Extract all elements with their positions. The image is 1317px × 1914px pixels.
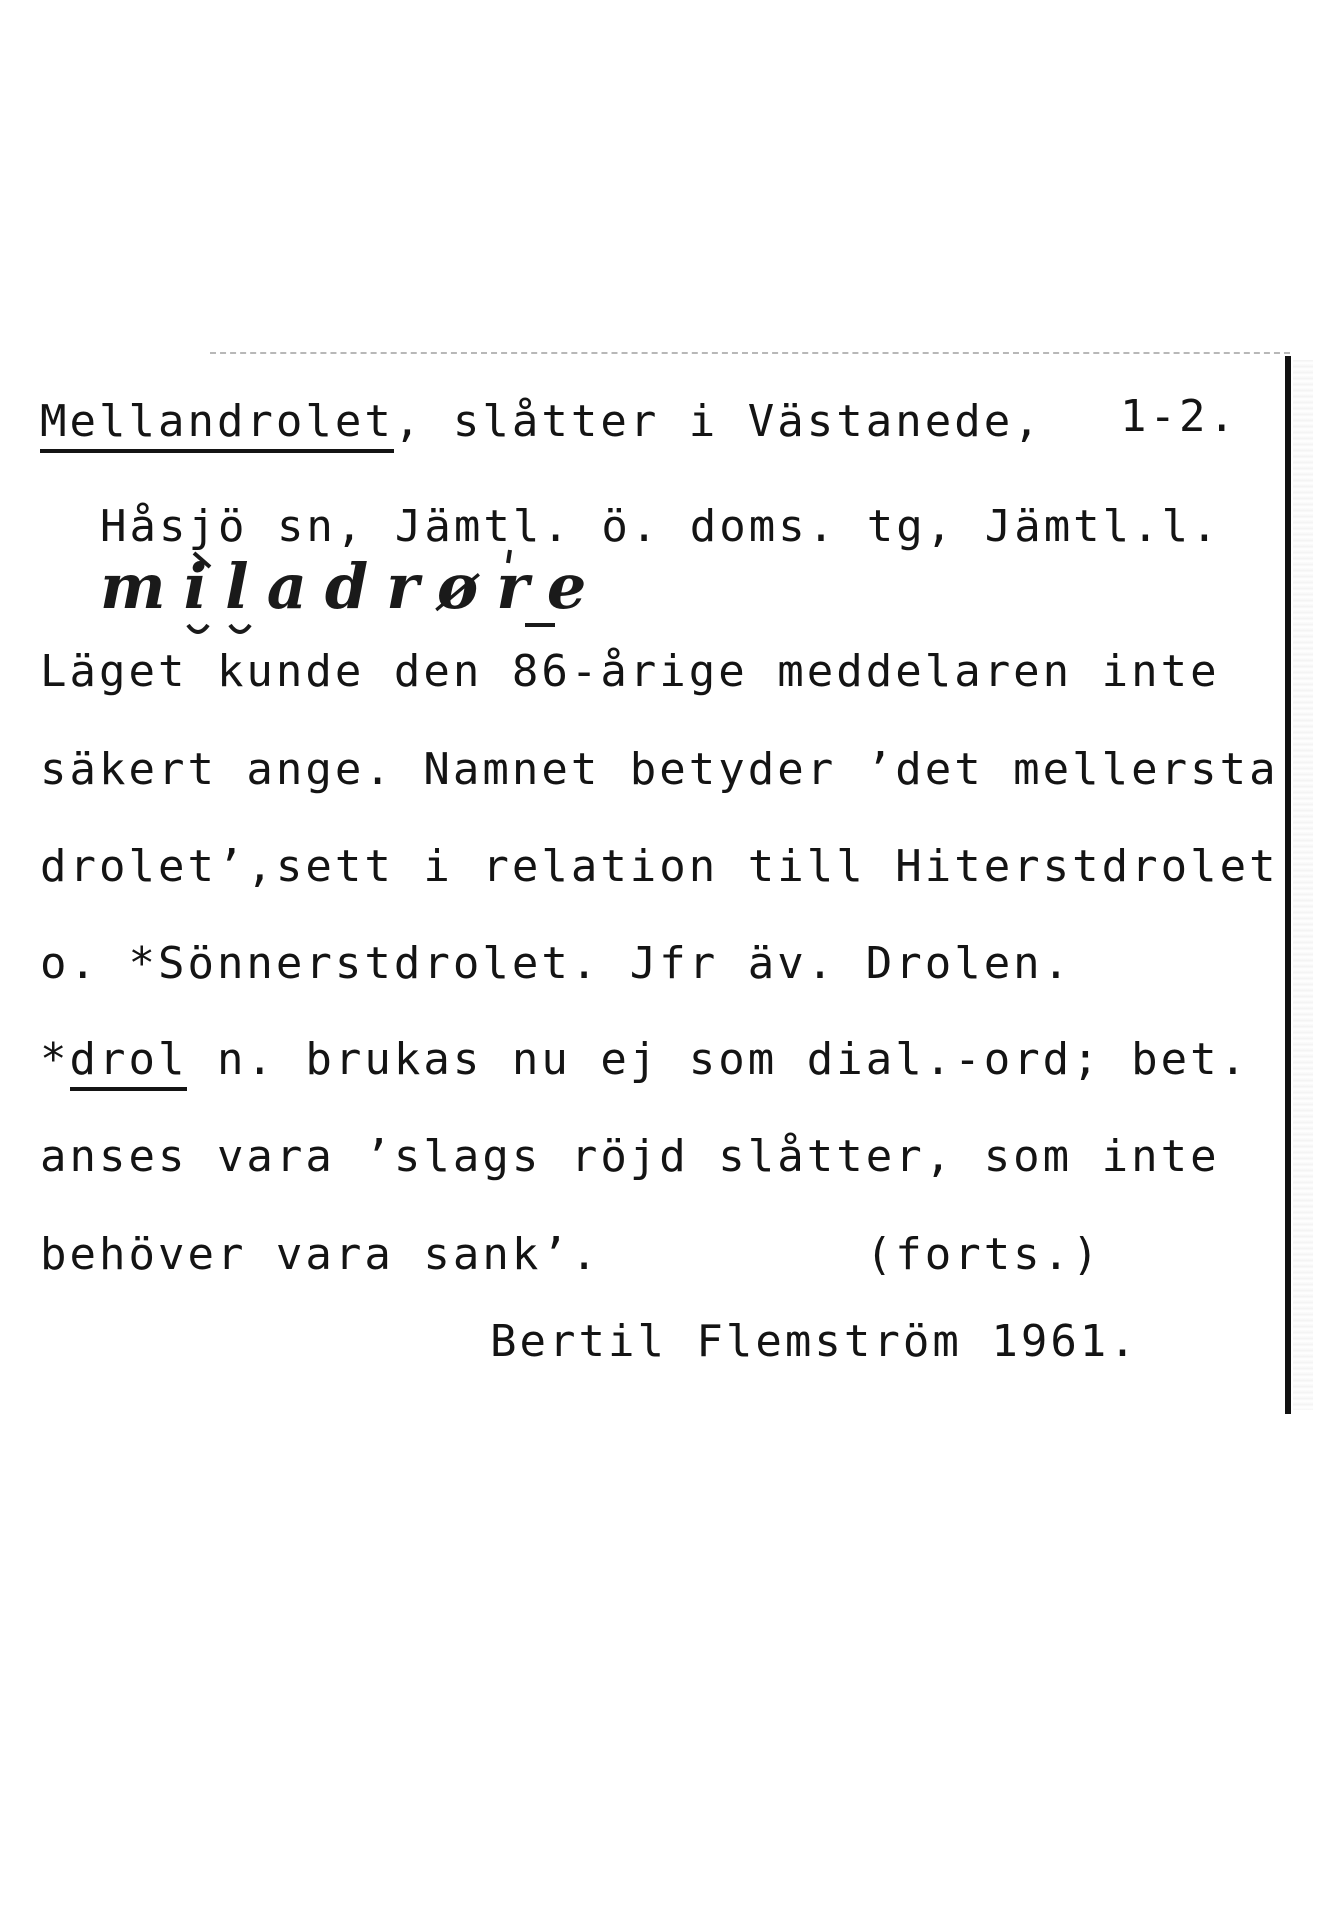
drol-line (40, 1034, 1250, 1085)
tail-line-1: anses vara ’slags röjd slåtter, som inte (40, 1131, 1220, 1182)
pronunciation-diacritics (180, 545, 580, 655)
header-line (40, 396, 1043, 447)
signature: Bertil Flemström 1961. (490, 1316, 1139, 1367)
body-line-3: drolet’,sett i relation till Hiterstdrolet (40, 841, 1279, 892)
location-line: Håsjö sn, Jämtl. ö. doms. tg, Jämtl.l. (100, 501, 1221, 552)
card-number: 1-2. (1120, 391, 1238, 442)
drol-word: drol (70, 1034, 188, 1091)
headword: Mellandrolet (40, 396, 394, 453)
body-line-2: säkert ange. Namnet betyder ’det mellersta (40, 744, 1279, 795)
drol-rest: n. brukas nu ej som dial.-ord; bet. (187, 1034, 1250, 1085)
pronunciation-handwritten: miladrøre (100, 550, 605, 623)
card-top-edge (210, 352, 1290, 354)
drol-star: * (40, 1034, 70, 1085)
header-rest: , slåtter i Västanede, (393, 396, 1043, 447)
body-line-1: Läget kunde den 86-årige meddelaren inte (40, 646, 1220, 697)
card-edge-shadow (1293, 360, 1313, 1410)
body-line-4: o. *Sönnerstdrolet. Jfr äv. Drolen. (40, 938, 1073, 989)
tail-line-2: behöver vara sank’. (forts.) (40, 1229, 1102, 1280)
card-right-edge (1285, 356, 1291, 1414)
